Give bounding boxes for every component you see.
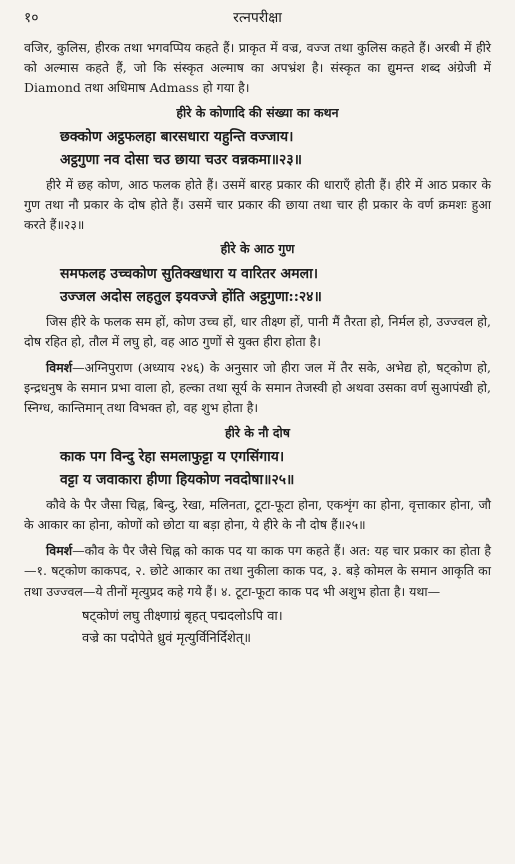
- commentary-label: विमर्श: [46, 360, 73, 376]
- page-body: [24, 38, 491, 650]
- verse-line: काक पग विन्दु रेहा समलाफुट्टा य एगसिंगाय।: [60, 448, 285, 465]
- prakrit-verse: [24, 126, 491, 172]
- commentary-paragraph: [24, 541, 491, 602]
- commentary-text: —कौव के पैर जैसे चिह्न को काक पद या काक पग कहते हैं। अत: यह चार प्रकार का होता है—१. षट्कोण काकपद, २. छोटे आकार का तथा नुकीला काक पद, ३. बड़े कोमल के समान आकृति का तथा उज्ज्वल—ये तीनों मृत्युप्रद कहे गये हैं। ४. टूटा-फूटा काक पद भी अशुभ होता है। यथा—: [24, 543, 491, 599]
- verse-line: छक्कोण अट्ठफलहा बारसधारा यहुन्ति वज्जाय।: [60, 128, 294, 145]
- commentary-label: विमर्श: [46, 543, 73, 559]
- sanskrit-shloka: [24, 606, 491, 650]
- translation-paragraph: कौवे के पैर जैसा चिह्न, बिन्दु, रेखा, मलिनता, टूटा-फूटा होना, एकशृंग का होना, वृत्ताकार होना, जौ के आकार का होना, कोणों को छोटा या बड़ा होना, ये हीरे के नौ दोष हैं॥२५॥: [24, 496, 491, 533]
- prakrit-verse: [24, 446, 491, 492]
- shloka-line: षट्कोणं लघु तीक्ष्णाग्रं बृहत् पद्मदलोऽपि वा।: [82, 608, 283, 624]
- intro-paragraph: वजिर, कुलिस, हीरक तथा भगवप्पिय कहते हैं। प्राकृत में वज्र, वज्ज तथा कुलिस कहते हैं। अरबी में हीरे को अल्मास कहते हैं, जो कि संस्कृत अल्माष का अपभ्रंश है। संस्कृत का द्युमन्त शब्द अंग्रेजी में Diamond तथा अधिमाष Admass हो गया है।: [24, 40, 491, 96]
- section-heading: हीरे के आठ गुण: [220, 241, 295, 257]
- section-heading: हीरे के नौ दोष: [225, 424, 290, 440]
- running-title: रत्नपरीक्षा: [233, 10, 282, 26]
- translation-paragraph: जिस हीरे के फलक सम हों, कोण उच्च हों, धार तीक्ष्ण हों, पानी मैं तैरता हो, निर्मल हो, उज्ज्वल हो, दोष रहित हो, तौल में लघु हो, वह आठ गुणों से युक्त हीरा होता है।: [24, 313, 491, 349]
- section-heading: हीरे के कोणादि की संख्या का कथन: [176, 104, 339, 120]
- commentary-paragraph: [24, 358, 491, 419]
- verse-line: समफलह उच्चकोण सुतिक्खधारा य वारितर अमला।: [60, 265, 319, 282]
- translation-paragraph: हीरे में छह कोण, आठ फलक होते हैं। उसमें बारह प्रकार की धाराएँ होती हैं। हीरे में आठ प्रकार के गुण तथा नौ प्रकार के दोष होते हैं। उसमें चार प्रकार की छाया तथा चार ही प्रकार के वर्ण क्रमशः हुआ करते हैं॥२३॥: [24, 176, 491, 233]
- verse-line: वट्टा य जवाकारा हीणा हियकोण नवदोषा॥२५॥: [60, 471, 295, 488]
- page-number: १०: [24, 10, 39, 26]
- commentary-text: —अग्निपुराण (अध्याय २४६) के अनुसार जो हीरा जल में तैर सके, अभेद्य हो, षट्कोण हो, इन्द्रधनुष के समान प्रभा वाला हो, हल्का तथा सूर्य के समान तेजस्वी हो अथवा उसका वर्ण सुआपंखी हो, स्निग्ध, कान्तिमान् तथा विभक्त हो, वह शुभ होता है।: [24, 360, 491, 416]
- prakrit-verse: [24, 263, 491, 309]
- shloka-line: वज्रे का पदोपेते ध्रुवं मृत्युर्विनिर्दिशेत्॥: [82, 630, 252, 646]
- verse-line: अट्ठगुणा नव दोसा चउ छाया चउर वन्नकमा॥२३॥: [60, 151, 303, 168]
- verse-line: उज्जल अदोस लहतुल इयवज्जे होंति अट्ठगुणा::२४॥: [60, 288, 322, 305]
- page-header: [24, 8, 491, 30]
